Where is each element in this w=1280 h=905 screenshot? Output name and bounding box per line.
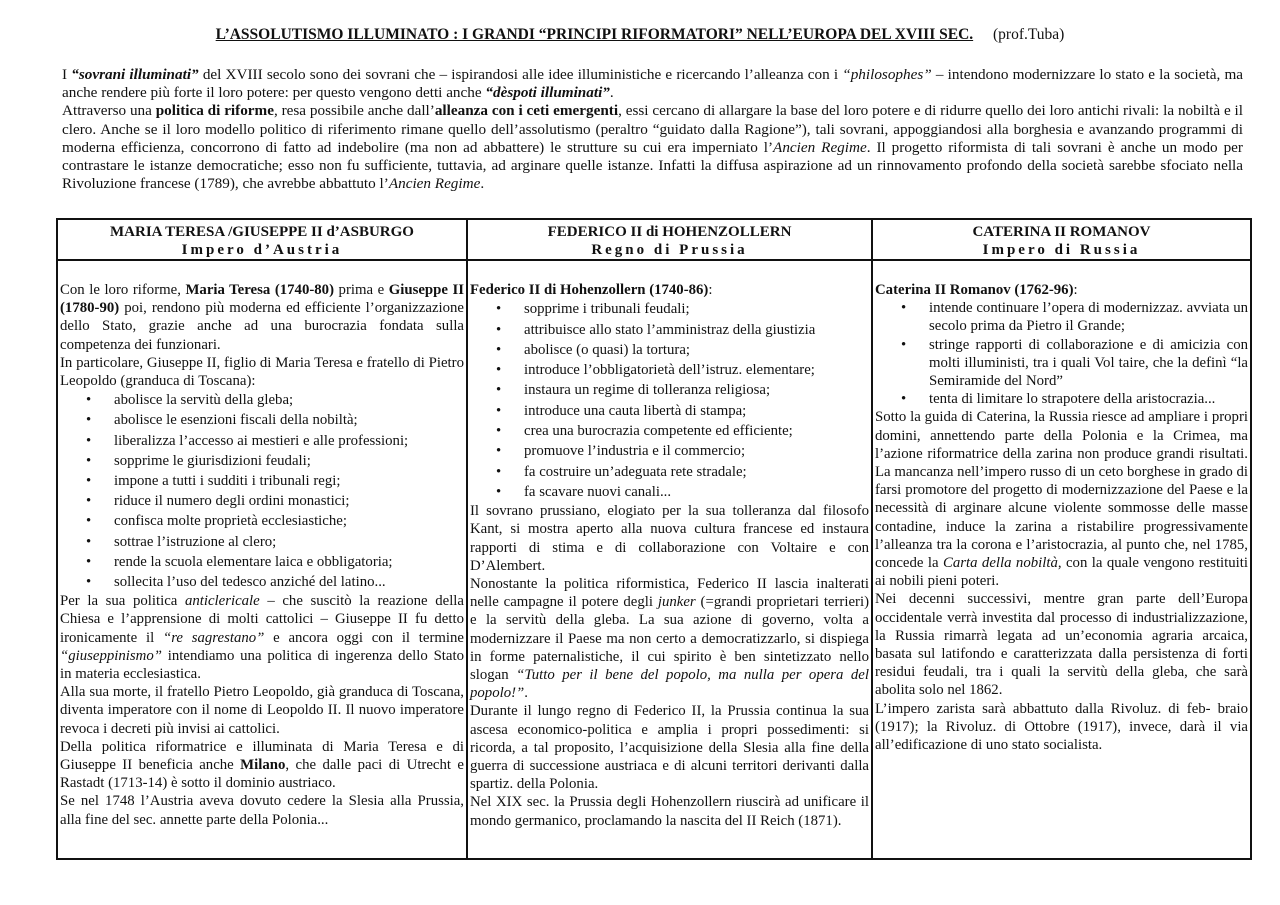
column-header-russia (873, 220, 1250, 261)
paragraph (875, 281, 1248, 299)
list-item: • abolisce (o quasi) la tortura; (470, 340, 869, 360)
text-run: Della politica riformatrice e illuminata di Maria Teresa e di Giuseppe II beneficia anche (60, 738, 464, 774)
text-run: Nonostante la politica riformistica, Federico II lascia inalterati nelle campagne il potere degli (470, 575, 869, 611)
text-run: , resa possibile anche dall’ (273, 102, 435, 120)
comparison-table (56, 218, 1252, 860)
text-run: prima e (334, 282, 389, 298)
text-run: del XVIII secolo sono dei sovrani che – ispirandosi alle idee illuministiche e ricercando l’alleanza con i (198, 66, 843, 83)
paragraph (60, 281, 464, 354)
list-item: • instaura un regime di tolleranza religiosa; (470, 380, 869, 400)
paragraph: Nel XIX sec. la Prussia degli Hohenzollern riuscirà ad unificare il mondo germanico, proclamando la nascita del II Reich (1871). (470, 794, 869, 829)
list-item: • fa scavare nuovi canali... (470, 482, 869, 502)
paragraph: Nei decenni successivi, mentre gran parte dell’Europa occidentale verrà investita dal processo di industrializzazione, la Russia rimarrà legata ad un’economia agraria arcaica, basata sul latifondo e caratterizzata dalla persistenza di forti residui feudali, tra i quali la servitù della gleba, che sarà abolita solo nel 1862. (875, 591, 1248, 699)
term-maria-teresa: Maria Teresa (1740-80) (185, 282, 334, 298)
term-giuseppe-ii: Giuseppe II (1780-90) (60, 282, 465, 317)
column-austria (58, 220, 468, 858)
text-run: : (708, 282, 713, 298)
column-subheading: Impero d’Austria (181, 242, 343, 258)
list-item: • abolisce la servitù della gleba; (60, 390, 464, 410)
text-run: (=grandi proprietari terrieri) e la servitù della gleba. La sua azione di governo, volta a modernizzare il Paese ma non certo a democratizzarlo, si dispiega in forme paternalistiche, il cui spirito è ben sintetizzato nello slogan (470, 594, 869, 683)
text-run: Con le loro riforme, (60, 282, 186, 298)
term-carta-nobilta: Carta della nobiltà (942, 555, 1058, 572)
column-russia (873, 220, 1250, 858)
term-sovrani-illuminati: “sovrani illuminati” (71, 66, 199, 83)
list-item: • sopprime le giurisdizioni feudali; (60, 451, 464, 471)
reform-list (470, 299, 869, 502)
text-run: – intendono modernizzare lo stato e la società, ma anche rendere più forte il loro potere: per questo vengono detti anche (62, 66, 1243, 102)
reform-list (60, 390, 464, 592)
list-item: • abolisce le esenzioni fiscali della nobiltà; (60, 410, 464, 430)
text-run: Per la sua politica (60, 593, 185, 610)
column-heading: MARIA TERESA /GIUSEPPE II d’ASBURGO (110, 224, 414, 240)
list-item: • impone a tutti i sudditi i tribunali regi; (60, 471, 464, 491)
intro-paragraph-2 (62, 102, 1243, 193)
paragraph: L’impero zarista sarà abbattuto dalla Rivoluz. di feb- braio (1917); la Rivoluz. di Ottobre (1917), invece, darà il via all’edificazione di uno stato socialista. (875, 700, 1248, 754)
text-run: intendiamo una politica di ingerenza dello Stato in materia ecclesiastica. (60, 647, 464, 683)
paragraph: Se nel 1748 l’Austria aveva dovuto cedere la Slesia alla Prussia, alla fine del sec. annette parte della Polonia... (60, 793, 464, 828)
list-item: • riduce il numero degli ordini monastici; (60, 491, 464, 511)
list-item: • sopprime i tribunali feudali; (470, 299, 869, 319)
list-item: • stringe rapporti di collaborazione e di amicizia con molti illuministi, tra i quali Vol taire, che la definì “la Semiramide del Nord” (875, 336, 1248, 391)
column-heading: CATERINA II ROMANOV (972, 224, 1151, 240)
intro-paragraph-1 (62, 66, 1243, 102)
text-run: . (480, 175, 485, 193)
list-item: • sottrae l’istruzione al clero; (60, 532, 464, 552)
list-item: • introduce una cauta libertà di stampa; (470, 401, 869, 421)
column-body-prussia (468, 261, 871, 830)
paragraph (60, 592, 464, 683)
paragraph: Il sovrano prussiano, elogiato per la sua tolleranza dal filosofo Kant, si mostra aperto alla nuova cultura francese ed instaura rapporti di stima e di collaborazione con Voltaire e con D’Alembert. (470, 503, 869, 574)
term-ancien-regime: Ancien Regime (773, 138, 867, 156)
term-alleanza-ceti: alleanza con i ceti emergenti (434, 102, 619, 120)
text-run: . (524, 685, 528, 702)
text-run: – che suscitò la reazione della Chiesa e l’apprensione di molti cattolici – Giuseppe II fu detto ironicamente il (60, 593, 464, 646)
text-run: Sotto la guida di Caterina, la Russia riesce ad ampliare i propri domini, annettendo parte della Polonia e la Crimea, ma l’azione riformatrice della zarina non produce grandi risultati. La mancanza nell’impero russo di un ceto borghese in grado di farsi promotore del progetto di modernizzazione del Paese e la necessità di arginare alcune violente sommosse delle masse contadine, induce la zarina a ristabilire progressivamente l’alleanza tra la corona e l’aristocrazia, al punto che, nel 1785, concede la (875, 409, 1248, 572)
term-anticlericale: anticlericale (184, 593, 260, 610)
title-text: L’ASSOLUTISMO ILLUMINATO : I GRANDI “PRINCIPI RIFORMATORI” NELL’EUROPA DEL XVIII SEC. (215, 26, 974, 43)
column-header-austria (58, 220, 466, 261)
paragraph: Durante il lungo regno di Federico II, la Prussia continua la sua ascesa economico-politica e amplia i propri possedimenti: si ricorda, a tal proposito, l’acquisizione della Slesia alla fine della guerra di successione austriaca e di alcuni territori derivanti dalla spartiz. della Polonia. (470, 703, 869, 793)
term-caterina-ii: Caterina II Romanov (1762-96) (875, 282, 1074, 298)
list-item: • liberalizza l’accesso ai mestieri e alle professioni; (60, 431, 464, 451)
text-run: poi, rendono più moderna ed efficiente l’organizzazione dello Stato, grazie anche ad una burocrazia fondata sulla competenza dei funzionari. (60, 300, 464, 353)
paragraph: In particolare, Giuseppe II, figlio di Maria Teresa e fratello di Pietro Leopoldo (granduca di Toscana): (60, 354, 464, 390)
column-body-austria (58, 261, 466, 829)
text-run: : (1073, 282, 1078, 298)
term-philosophes: “philosophes” (842, 66, 932, 83)
column-subheading: Regno di Prussia (591, 242, 748, 258)
term-giuseppinismo: “giuseppinismo” (60, 647, 162, 664)
term-despoti-illuminati: “dèspoti illuminati” (485, 84, 610, 102)
term-re-sagrestano: “re sagrestano” (162, 629, 265, 646)
list-item: • tenta di limitare lo strapotere della aristocrazia... (875, 390, 1248, 408)
text-run: Attraverso una (62, 102, 156, 120)
column-heading: FEDERICO II di HOHENZOLLERN (547, 224, 792, 240)
paragraph (60, 738, 464, 793)
column-subheading: Impero di Russia (982, 242, 1141, 258)
term-junker: junker (657, 594, 696, 611)
paragraph (875, 408, 1248, 590)
slogan-quote: “Tutto per il bene del popolo, ma nulla per opera del popolo!” (470, 667, 869, 702)
list-item: • rende la scuola elementare laica e obbligatoria; (60, 552, 464, 572)
column-prussia (468, 220, 873, 858)
reform-list (875, 299, 1248, 408)
list-item: • attribuisce allo stato l’amministraz della giustizia (470, 320, 869, 340)
paragraph (470, 281, 869, 299)
term-federico-ii: Federico II di Hohenzollern (1740-86) (470, 282, 709, 298)
text-run: . Il progetto riformista di tali sovrani è anche un modo per contrastare le istanze democratiche; esso non fu sufficiente, tuttavia, ad arginare quelle istanze. Infatti la diffusa aspirazione ad un rinnovamento profondo della società sarebbe sfociato nella Rivoluzione francese (1789), che avrebbe abbattuto l’ (62, 138, 1243, 193)
text-run: . (609, 84, 614, 102)
column-header-prussia (468, 220, 871, 261)
page-title (0, 26, 1280, 44)
text-run: , essi cercano di allargare la base del loro potere e di ridurre quello dei loro antichi rivali: la nobiltà e il clero. Anche se il loro modello politico di riferimento rimane quello dell’assolutismo (peraltro “guidato dalla Ragione”), tali sovrani, appoggiandosi alla borghesia e avanzando programmi di moderna efficienza, concorrono di fatto ad indebolire (ma non ad abbattere) le strutture su cui era imperniato l’ (62, 102, 1243, 156)
list-item: • promuove l’industria e il commercio; (470, 441, 869, 461)
paragraph (470, 575, 869, 702)
text-run: e ancora oggi con il termine (264, 629, 464, 646)
list-item: • introduce l’obbligatorietà dell’istruz. elementare; (470, 360, 869, 380)
list-item: • confisca molte proprietà ecclesiastiche; (60, 511, 464, 531)
term-politica-riforme: politica di riforme (155, 102, 274, 120)
list-item: • sollecita l’uso del tedesco anziché del latino... (60, 572, 464, 592)
term-milano: Milano (240, 757, 286, 774)
author-label: (prof.Tuba) (993, 26, 1065, 43)
paragraph: Alla sua morte, il fratello Pietro Leopoldo, già granduca di Toscana, diventa imperatore con il nome di Leopoldo II. Il nuovo imperatore revoca i decreti più invisi ai cattolici. (60, 684, 464, 737)
list-item: • intende continuare l’opera di modernizzaz. avviata un secolo prima da Pietro il Grande; (875, 299, 1248, 335)
column-body-russia (873, 261, 1250, 754)
term-ancien-regime: Ancien Regime (388, 175, 481, 193)
list-item: • crea una burocrazia competente ed efficiente; (470, 421, 869, 441)
list-item: • fa costruire un’adeguata rete stradale; (470, 462, 869, 482)
intro-section (62, 66, 1243, 193)
text-run: , che dalle paci di Utrecht e Rastadt (1713-14) è sotto il dominio austriaco. (60, 757, 464, 792)
text-run: I (62, 66, 72, 83)
text-run: , con la quale vengono restituiti ai nobili pieni poteri. (875, 555, 1249, 590)
